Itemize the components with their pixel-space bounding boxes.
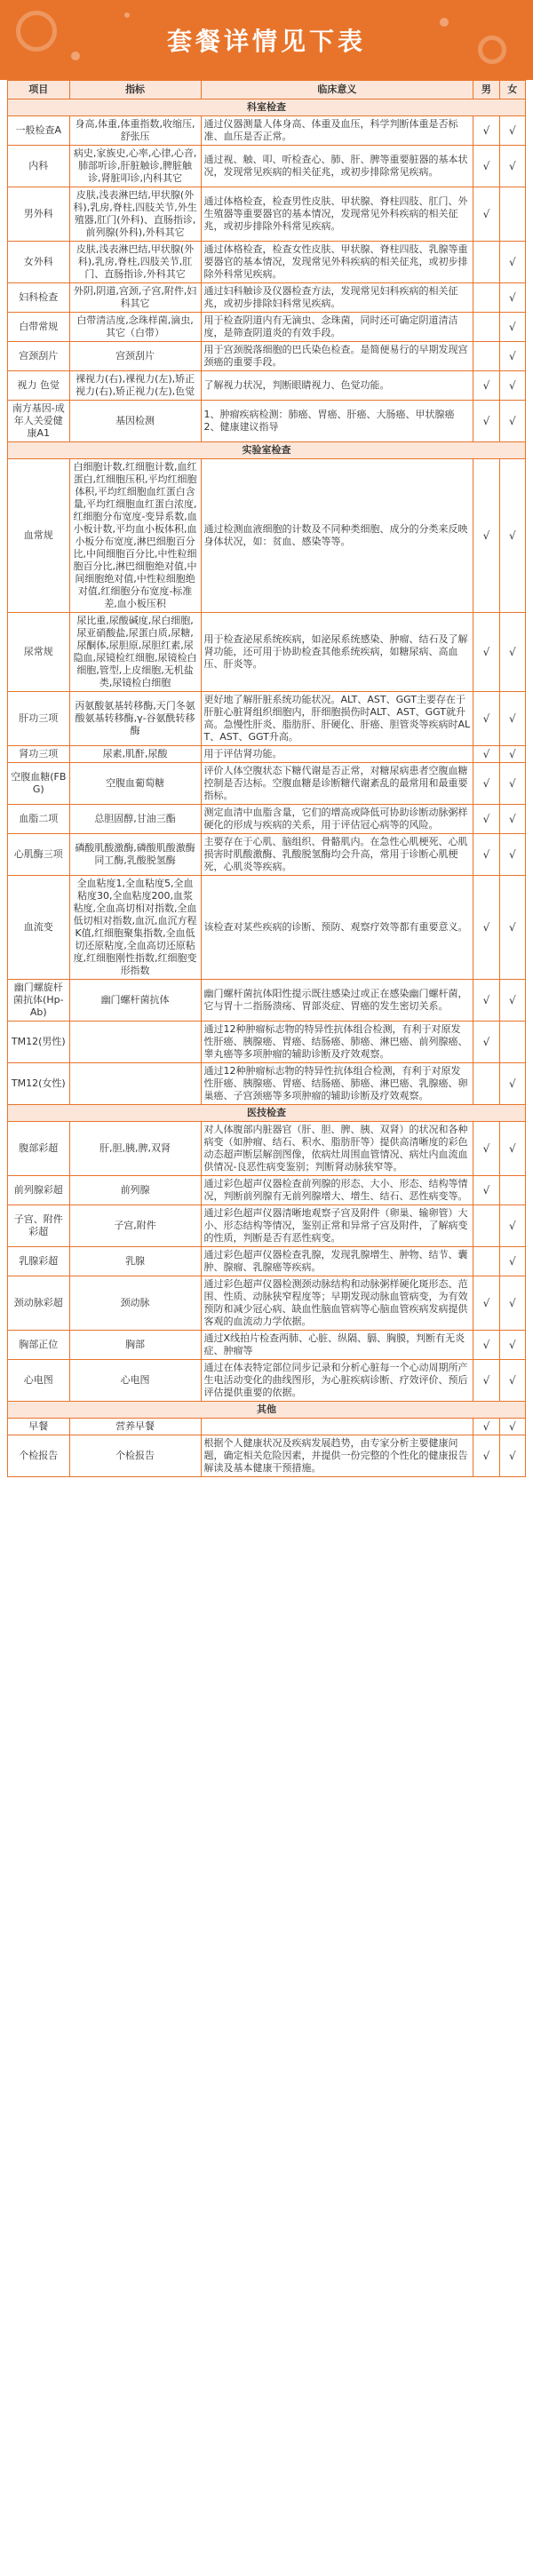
item-indicator: 空腹血葡萄糖 bbox=[69, 763, 201, 805]
table-row bbox=[8, 1022, 526, 1063]
table-header bbox=[8, 81, 526, 99]
section-header bbox=[8, 99, 526, 116]
item-significance: 主要存在于心肌、脑组织、骨骼肌内。在急性心肌梗死、心肌损害时肌酸激酶、乳酸脱氢酶均会升高，常用于诊断心肌梗死，心肌炎等疾病。 bbox=[201, 834, 473, 876]
male-mark: √ bbox=[473, 1331, 499, 1360]
male-mark: √ bbox=[473, 401, 499, 442]
item-significance: 用于检查阴道内有无滴虫、念珠菌，同时还可确定阴道清洁度，是筛查阴道炎的有效手段。 bbox=[201, 313, 473, 342]
table-row bbox=[8, 313, 526, 342]
item-name: 前列腺彩超 bbox=[8, 1176, 70, 1205]
package-table bbox=[7, 80, 526, 1477]
item-indicator: 皮肤,浅表淋巴结,甲状腺(外科),乳房,脊柱,四肢关节,肛门、直肠指诊,外科其它 bbox=[69, 242, 201, 283]
item-name: 女外科 bbox=[8, 242, 70, 283]
item-indicator: 全血粘度1,全血粘度5,全血粘度30,全血粘度200,血浆粘度,全血高切相对指数,全血低切相对指数,血沉,血沉方程K值,红细胞聚集指数,全血低切还原粘度,全血高切还原粘度,红细胞刚性指数,红细胞变形指数 bbox=[69, 876, 201, 980]
item-name: 腹部彩超 bbox=[8, 1122, 70, 1176]
male-mark bbox=[473, 342, 499, 371]
item-name: 心肌酶三项 bbox=[8, 834, 70, 876]
item-significance: 通过12种肿瘤标志物的特异性抗体组合检测，有利于对原发性肝癌、胰腺癌、胃癌、结肠癌、肺癌、淋巴癌、乳腺癌、卵巢癌、子宫颈癌等多项肿瘤的辅助诊断及疗效观察。 bbox=[201, 1063, 473, 1105]
item-indicator: 总胆固醇,甘油三酯 bbox=[69, 805, 201, 834]
female-mark: √ bbox=[499, 116, 525, 146]
item-significance: 通过体格检查，检查男性皮肤、甲状腺、脊柱四肢、肛门、外生殖器等重要器官的基本情况，发现常见外科疾病的相关征兆，或初步排除外科常见疾病。 bbox=[201, 187, 473, 242]
section-title: 其他 bbox=[8, 1402, 526, 1419]
table-row bbox=[8, 1360, 526, 1402]
table-row bbox=[8, 401, 526, 442]
item-significance: 该检查对某些疾病的诊断、预防、观察疗效等都有重要意义。 bbox=[201, 876, 473, 980]
item-indicator: 前列腺 bbox=[69, 1176, 201, 1205]
female-mark: √ bbox=[499, 1435, 525, 1477]
female-mark: √ bbox=[499, 834, 525, 876]
table-row bbox=[8, 283, 526, 313]
item-indicator: 个检报告 bbox=[69, 1435, 201, 1477]
item-indicator: 磷酸肌酸激酶,磷酸肌酸激酶同工酶,乳酸脱氢酶 bbox=[69, 834, 201, 876]
female-mark: √ bbox=[499, 371, 525, 401]
female-mark: √ bbox=[499, 805, 525, 834]
section-header bbox=[8, 1402, 526, 1419]
item-significance: 根据个人健康状况及疾病发展趋势，由专家分析主要健康问题，确定相关危险因素，并提供一份完整的个性化的健康报告解读及基本健康干预措施。 bbox=[201, 1435, 473, 1477]
item-name: 男外科 bbox=[8, 187, 70, 242]
male-mark: √ bbox=[473, 876, 499, 980]
item-indicator: 白带清洁度,念珠样菌,滴虫,其它（白带） bbox=[69, 313, 201, 342]
female-mark: √ bbox=[499, 1063, 525, 1105]
header-male: 男 bbox=[473, 81, 499, 99]
item-name: 南方基因-成年人关爱健康A1 bbox=[8, 401, 70, 442]
section-header bbox=[8, 442, 526, 459]
table-row bbox=[8, 1247, 526, 1276]
item-indicator: 皮肤,浅表淋巴结,甲状腺(外科),乳房,脊柱,四肢关节,外生殖器,肛门(外科)、直肠指诊,前列腺(外科),外科其它 bbox=[69, 187, 201, 242]
item-indicator: 宫颈刮片 bbox=[69, 342, 201, 371]
table-row bbox=[8, 187, 526, 242]
male-mark bbox=[473, 1063, 499, 1105]
table-body bbox=[8, 99, 526, 1477]
female-mark: √ bbox=[499, 283, 525, 313]
item-indicator bbox=[69, 1063, 201, 1105]
male-mark: √ bbox=[473, 459, 499, 613]
male-mark: √ bbox=[473, 116, 499, 146]
table-row bbox=[8, 613, 526, 692]
female-mark: √ bbox=[499, 692, 525, 746]
item-indicator: 裸视力(右),裸视力(左),矫正视力(右),矫正视力(左),色觉 bbox=[69, 371, 201, 401]
item-indicator: 尿素,肌酐,尿酸 bbox=[69, 746, 201, 763]
item-significance: 通过彩色超声仪器检测颈动脉结构和动脉粥样硬化斑形态、范围、性质、动脉狭窄程度等；早期发现动脉血管病变，为有效预防和减少冠心病、缺血性脑血管病等心脑血管疾病发病提供客观的血流动力学依据。 bbox=[201, 1276, 473, 1331]
female-mark: √ bbox=[499, 459, 525, 613]
table-row bbox=[8, 1276, 526, 1331]
male-mark: √ bbox=[473, 1122, 499, 1176]
item-significance: 幽门螺杆菌抗体阳性提示既往感染过或正在感染幽门螺杆菌，它与胃十二指肠溃疡、胃部炎症、胃癌的发生密切关系。 bbox=[201, 980, 473, 1022]
table-row bbox=[8, 763, 526, 805]
male-mark: √ bbox=[473, 146, 499, 187]
table-row bbox=[8, 980, 526, 1022]
male-mark bbox=[473, 1247, 499, 1276]
item-name: 妇科检查 bbox=[8, 283, 70, 313]
item-significance: 用于评估肾功能。 bbox=[201, 746, 473, 763]
title-banner bbox=[0, 0, 533, 80]
decor-ring bbox=[478, 36, 506, 64]
section-title: 科室检查 bbox=[8, 99, 526, 116]
item-name: 心电图 bbox=[8, 1360, 70, 1402]
item-indicator: 胸部 bbox=[69, 1331, 201, 1360]
decor-ring bbox=[16, 11, 57, 52]
female-mark bbox=[499, 1022, 525, 1063]
item-name: 尿常规 bbox=[8, 613, 70, 692]
item-name: 宫颈刮片 bbox=[8, 342, 70, 371]
item-significance: 更好地了解肝脏系统功能状况。ALT、AST、GGT主要存在于肝脏心脏肾组织细胞内，肝细胞损伤时ALT、AST、GGT就升高。急慢性肝炎、脂肪肝、肝硬化、肝癌、胆管炎等疾病时ALT、AST、GGT升高。 bbox=[201, 692, 473, 746]
header-significance: 临床意义 bbox=[201, 81, 473, 99]
item-indicator: 颈动脉 bbox=[69, 1276, 201, 1331]
male-mark: √ bbox=[473, 1176, 499, 1205]
item-significance: 通过彩色超声仪器检查乳腺，发现乳腺增生、肿物、结节、囊肿、腺瘤、乳腺癌等疾病。 bbox=[201, 1247, 473, 1276]
table-row bbox=[8, 459, 526, 613]
item-name: 肝功三项 bbox=[8, 692, 70, 746]
female-mark bbox=[499, 1176, 525, 1205]
female-mark: √ bbox=[499, 1276, 525, 1331]
item-significance: 通过检测血液细胞的计数及不同种类细胞、成分的分类来反映身体状况，如：贫血、感染等等。 bbox=[201, 459, 473, 613]
item-name: TM12(女性) bbox=[8, 1063, 70, 1105]
male-mark: √ bbox=[473, 692, 499, 746]
item-significance: 用于宫颈脱落细胞的巴氏染色检查。是简便易行的早期发现宫颈癌的重要手段。 bbox=[201, 342, 473, 371]
table-row bbox=[8, 876, 526, 980]
female-mark: √ bbox=[499, 146, 525, 187]
male-mark: √ bbox=[473, 834, 499, 876]
item-significance: 评价人体空腹状态下糖代谢是否正常，对糖尿病患者空腹血糖控制是否达标。空腹血糖是诊断糖代谢紊乱的最常用和最重要指标。 bbox=[201, 763, 473, 805]
item-name: 颈动脉彩超 bbox=[8, 1276, 70, 1331]
item-indicator: 乳腺 bbox=[69, 1247, 201, 1276]
female-mark: √ bbox=[499, 1122, 525, 1176]
female-mark: √ bbox=[499, 342, 525, 371]
table-row bbox=[8, 1435, 526, 1477]
table-row bbox=[8, 242, 526, 283]
item-significance: 通过妇科触诊及仪器检查方法，发现常见妇科疾病的相关征兆，或初步排除妇科常见疾病。 bbox=[201, 283, 473, 313]
item-name: 空腹血糖(FBG) bbox=[8, 763, 70, 805]
male-mark bbox=[473, 283, 499, 313]
female-mark: √ bbox=[499, 1247, 525, 1276]
item-indicator: 白细胞计数,红细胞计数,血红蛋白,红细胞压积,平均红细胞体积,平均红细胞血红蛋白含量,平均红细胞血红蛋白浓度,红细胞分布宽度-变异系数,血小板计数,平均血小板体积,血小板分布宽度,淋巴细胞百分比,中间细胞百分比,中性粒细胞百分比,淋巴细胞绝对值,中间细胞绝对值,中性粒细胞绝对值,红细胞分布宽度-标准差,血小板压积 bbox=[69, 459, 201, 613]
male-mark: √ bbox=[473, 613, 499, 692]
item-name: 内科 bbox=[8, 146, 70, 187]
female-mark: √ bbox=[499, 1419, 525, 1435]
header-indicator: 指标 bbox=[69, 81, 201, 99]
male-mark: √ bbox=[473, 1419, 499, 1435]
header-project: 项目 bbox=[8, 81, 70, 99]
male-mark: √ bbox=[473, 187, 499, 242]
female-mark: √ bbox=[499, 1331, 525, 1360]
item-name: 子宫、附件彩超 bbox=[8, 1205, 70, 1247]
item-indicator: 子宫,附件 bbox=[69, 1205, 201, 1247]
table-row bbox=[8, 1063, 526, 1105]
item-name: 早餐 bbox=[8, 1419, 70, 1435]
female-mark: √ bbox=[499, 746, 525, 763]
table-row bbox=[8, 692, 526, 746]
table-row bbox=[8, 834, 526, 876]
item-significance: 通过视、触、叩、听检查心、肺、肝、脾等重要脏器的基本状况，发现常见疾病的相关征兆，或初步排除常见疾病。 bbox=[201, 146, 473, 187]
table-row bbox=[8, 146, 526, 187]
item-significance: 通过彩色超声仪器清晰地观察子宫及附件（卵巢、输卵管）大小、形态结构等情况，鉴别正常和异常子宫及附件，了解病变的性质，判断是否有恶性病变。 bbox=[201, 1205, 473, 1247]
item-significance: 通过X线拍片检查两肺、心脏、纵隔、膈、胸膜，判断有无炎症、肿瘤等 bbox=[201, 1331, 473, 1360]
decor-dot bbox=[440, 18, 449, 27]
item-significance: 测定血清中血脂含量，它们的增高或降低可协助诊断动脉粥样硬化的形成与疾病的关系，用于评估冠心病等的风险。 bbox=[201, 805, 473, 834]
item-indicator: 丙氨酸氨基转移酶,天门冬氨酸氨基转移酶,γ-谷氨酰转移酶 bbox=[69, 692, 201, 746]
table-row bbox=[8, 746, 526, 763]
item-significance: 通过体格检查，检查女性皮肤、甲状腺、脊柱四肢、乳腺等重要器官的基本情况，发现常见外科疾病的相关征兆，或初步排除外科常见疾病。 bbox=[201, 242, 473, 283]
section-title: 实验室检查 bbox=[8, 442, 526, 459]
item-name: 胸部正位 bbox=[8, 1331, 70, 1360]
female-mark: √ bbox=[499, 1360, 525, 1402]
item-indicator: 尿比重,尿酸碱度,尿白细胞,尿亚硝酸盐,尿蛋白质,尿糖,尿酮体,尿胆原,尿胆红素,尿隐血,尿镜检红细胞,尿镜检白细胞,管型,上皮细胞,无机盐类,尿镜检白细胞 bbox=[69, 613, 201, 692]
item-significance: 了解视力状况，判断眼睛视力、色觉功能。 bbox=[201, 371, 473, 401]
female-mark: √ bbox=[499, 876, 525, 980]
item-indicator: 心电图 bbox=[69, 1360, 201, 1402]
item-indicator: 营养早餐 bbox=[69, 1419, 201, 1435]
item-name: 血流变 bbox=[8, 876, 70, 980]
item-significance: 通过12种肿瘤标志物的特异性抗体组合检测，有利于对原发性肝癌、胰腺癌、胃癌、结肠癌、肺癌、淋巴癌、前列腺癌、睾丸癌等多项肿瘤的辅助诊断及疗效观察。 bbox=[201, 1022, 473, 1063]
table-row bbox=[8, 1205, 526, 1247]
item-significance: 通过仪器测量人体身高、体重及血压，科学判断体重是否标准、血压是否正常。 bbox=[201, 116, 473, 146]
item-name: 视力 色觉 bbox=[8, 371, 70, 401]
page-title: 套餐详情见下表 bbox=[166, 27, 366, 56]
decor-dot bbox=[124, 12, 130, 18]
item-significance: 通过彩色超声仪器检查前列腺的形态、大小、形态、结构等情况，判断前列腺有无前列腺增大、增生、结石、恶性病变等。 bbox=[201, 1176, 473, 1205]
item-name: 血常规 bbox=[8, 459, 70, 613]
male-mark: √ bbox=[473, 980, 499, 1022]
table-row bbox=[8, 1122, 526, 1176]
male-mark: √ bbox=[473, 1276, 499, 1331]
package-table-container bbox=[0, 80, 533, 2567]
section-title: 医技检查 bbox=[8, 1105, 526, 1122]
header-female: 女 bbox=[499, 81, 525, 99]
item-significance: 用于检查泌尿系统疾病，如泌尿系统感染、肿瘤、结石及了解肾功能，还可用于协助检查其他系统疾病，如糖尿病、高血压、肝炎等。 bbox=[201, 613, 473, 692]
table-row bbox=[8, 1331, 526, 1360]
male-mark: √ bbox=[473, 1360, 499, 1402]
male-mark: √ bbox=[473, 1022, 499, 1063]
item-indicator: 肝,胆,胰,脾,双肾 bbox=[69, 1122, 201, 1176]
male-mark: √ bbox=[473, 805, 499, 834]
male-mark bbox=[473, 313, 499, 342]
male-mark: √ bbox=[473, 746, 499, 763]
table-row bbox=[8, 342, 526, 371]
male-mark bbox=[473, 242, 499, 283]
table-row bbox=[8, 1419, 526, 1435]
female-mark bbox=[499, 187, 525, 242]
item-significance: 对人体腹部内脏器官（肝、胆、脾、胰、双肾）的状况和各种病变（如肿瘤、结石、积水、脂肪肝等）提供高清晰度的彩色动态超声断层解剖图像，依病灶周围血管情况、病灶内血流血供情况-良恶性病变鉴别；判断肾动脉狭窄等。 bbox=[201, 1122, 473, 1176]
female-mark: √ bbox=[499, 763, 525, 805]
female-mark: √ bbox=[499, 242, 525, 283]
female-mark: √ bbox=[499, 401, 525, 442]
item-name: 幽门螺旋杆菌抗体(Hp-Ab) bbox=[8, 980, 70, 1022]
item-significance: 通过在体表特定部位同步记录和分析心脏每一个心动周期所产生电活动变化的曲线图形，为心脏疾病诊断、疗效评价、预后评估提供重要的依据。 bbox=[201, 1360, 473, 1402]
item-indicator: 幽门螺杆菌抗体 bbox=[69, 980, 201, 1022]
section-header bbox=[8, 1105, 526, 1122]
decor-dot bbox=[71, 52, 80, 60]
table-row bbox=[8, 371, 526, 401]
female-mark: √ bbox=[499, 313, 525, 342]
female-mark: √ bbox=[499, 1205, 525, 1247]
male-mark: √ bbox=[473, 763, 499, 805]
male-mark bbox=[473, 1205, 499, 1247]
male-mark: √ bbox=[473, 371, 499, 401]
item-name: 一般检查A bbox=[8, 116, 70, 146]
female-mark: √ bbox=[499, 980, 525, 1022]
item-indicator: 病史,家族史,心率,心律,心音,肺部听诊,肝脏触诊,脾脏触诊,肾脏叩诊,内科其它 bbox=[69, 146, 201, 187]
item-significance bbox=[201, 1419, 473, 1435]
item-indicator: 基因检测 bbox=[69, 401, 201, 442]
item-name: 肾功三项 bbox=[8, 746, 70, 763]
item-name: 个检报告 bbox=[8, 1435, 70, 1477]
item-indicator: 外阴,阴道,宫颈,子宫,附件,妇科其它 bbox=[69, 283, 201, 313]
item-significance: 1、肿瘤疾病检测：肺癌、胃癌、肝癌、大肠癌、甲状腺癌 2、健康建议指导 bbox=[201, 401, 473, 442]
item-name: 白带常规 bbox=[8, 313, 70, 342]
male-mark: √ bbox=[473, 1435, 499, 1477]
table-row bbox=[8, 1176, 526, 1205]
item-name: TM12(男性) bbox=[8, 1022, 70, 1063]
item-name: 乳腺彩超 bbox=[8, 1247, 70, 1276]
table-row bbox=[8, 116, 526, 146]
item-name: 血脂二项 bbox=[8, 805, 70, 834]
table-row bbox=[8, 805, 526, 834]
item-indicator: 身高,体重,体重指数,收缩压,舒张压 bbox=[69, 116, 201, 146]
female-mark: √ bbox=[499, 613, 525, 692]
item-indicator bbox=[69, 1022, 201, 1063]
